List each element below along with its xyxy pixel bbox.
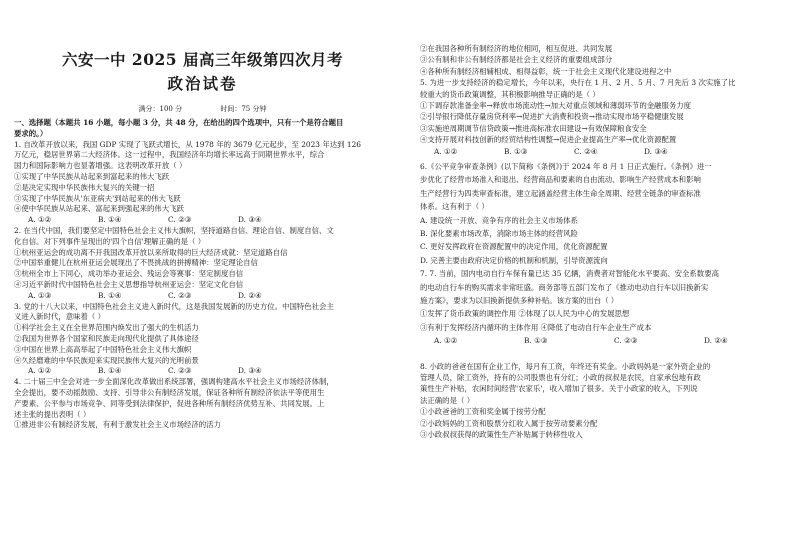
exam-meta	[14, 104, 391, 114]
option-choice: D. ②④	[238, 290, 262, 300]
question-line: 5. 为进一步支持经济的稳定增长，今年以来，央行在 1 月、2 月、5 月、7 月先后 3 次实施了比	[420, 78, 736, 88]
option-choice: B. ①④	[98, 366, 122, 376]
question-line: ②小政妈妈的工资和股票分红收入属于按劳动要素分配	[420, 418, 598, 428]
question-line: 国力和国际影响力也显著增强。这表明改革开放（ ）	[14, 161, 187, 171]
option-choice: B. ①③	[504, 146, 528, 156]
question-line: 产要素、公平参与市场竞争、同等受到法律保护，促进各种所有制经济优势互补、共同发展。上	[14, 398, 325, 408]
question-line: ①科学社会主义在全世界范围内焕发出了强大的生机活力	[14, 323, 199, 333]
option-choice: C. ②③	[168, 290, 192, 300]
option-choice: A. ①②	[28, 215, 52, 225]
question-line: 的电动自行车的购买需求非常旺盛。商务部等五部门发布了《推动电动自行车以旧换新实	[420, 282, 709, 292]
question-line: ④久经磨难的中华民族迎来实现民族伟大复兴的光明前景	[14, 355, 199, 365]
question-line: 法正确的是（ ）	[420, 395, 475, 405]
question-line: 2. 在当代中国，我们要坚定中国特色社会主义伟大旗帜，坚持道路自信、理论自信、制度自信、文	[14, 226, 334, 235]
question-line: ④习近平新时代中国特色社会主义思想指导杭州亚运会：坚定文化自信	[14, 280, 244, 289]
question-line: ③杭州全市上下同心，成功举办亚运会、残运会等赛事：坚定制度自信	[14, 269, 244, 279]
option-choice: C. ②③	[614, 336, 638, 346]
option-choice: D. ③④	[644, 146, 668, 156]
question-line: B. 深化要素市场改革，消除市场主体的经营风险	[420, 229, 578, 238]
option-choice: B. ①④	[98, 290, 122, 300]
question-line: C. 更好发挥政府在资源配置中的决定作用，优化资源配置	[420, 242, 608, 252]
question-line: 全会提出，要不动摇鼓励、支持、引导非公有制经济发展，保证各种所有制经济依法平等使用生	[14, 388, 325, 397]
option-choice: A. ①②	[434, 336, 458, 346]
question-line: ③实施逆周期调节信贷政策→推进高标准农田建设→有效保障粮食安全	[420, 123, 647, 133]
option-choice: A. ①②	[28, 366, 52, 376]
q5-options	[434, 147, 714, 157]
question-line: 步优化了经营市场准入和退出、经营商品和要素的自由流动、影响生产经营成本和影响	[420, 175, 701, 185]
option-choice: A. ①②	[434, 146, 458, 156]
q3-options	[28, 366, 308, 376]
option-choice: D. ②④	[704, 336, 728, 346]
option-choice: C. ②③	[168, 366, 192, 376]
q1-options	[28, 215, 308, 225]
question-line: 3. 党的十八大以来，中国特色社会主义进入新时代，这是我国发展新的历史方位。中国特色社会主	[14, 301, 334, 311]
option-choice: D. ③④	[238, 366, 262, 376]
question-line: A. 建设统一开放、竞争有序的社会主义市场体系	[420, 215, 578, 225]
question-line: 义进入新时代，意味着（ ）	[14, 312, 106, 322]
question-line: 一、选择题（本题共 16 小题，每小题 3 分，共 48 分，在给出的四个选项中，只有一个是符合题目	[14, 118, 344, 127]
option-choice: B. ①④	[98, 215, 122, 225]
question-line: ②我国为世界各个国家和民族走向现代化提供了具体途径	[14, 334, 199, 343]
exam-subtitle: 政治试卷	[167, 74, 238, 93]
question-line: ②在我国各种所有制经济的地位相同，相互促进、共同发展	[420, 44, 613, 53]
score-label: 满分：100 分	[138, 105, 183, 113]
question-line: 1. 自改革开放以来，我国 GDP 实现了飞跃式增长，从 1978 年的 3679 亿元起步，至 2023 年达到 126	[14, 139, 361, 149]
question-line: 8. 小政的爸爸在国有企业工作，每月有工资，年终还有奖金。小政妈妈是一家外资企业的	[420, 361, 711, 371]
question-line: ②中国举重健儿在杭州亚运会展现出了不畏挑战的拼搏精神：坚定理论自信	[14, 258, 258, 268]
option-choice: D. ③④	[238, 215, 262, 225]
question-line: 体系。这有利于（ ）	[420, 202, 489, 212]
question-line: ①推进非公有制经济发展，有利于激发社会主义市场经济的活力	[14, 420, 221, 430]
question-line: 施方案》，要求为以旧换新提供多种补贴。该方案的出台（ ）	[420, 296, 619, 305]
option-choice: B. ①③	[524, 336, 548, 346]
question-line: D. 完善主要由政府决定价格的机制和机制，引导资源流向	[420, 255, 608, 265]
question-line: ③有利于发挥经济内循环的主体作用 ④降低了电动自行车企业生产成本	[420, 322, 652, 332]
question-line: ①实现了中华民族从站起来到富起来的伟大飞跃	[14, 172, 170, 181]
question-line: 要求的。）	[14, 128, 48, 138]
question-line: ③中国在世界上高高举起了中国特色社会主义伟大旗帜	[14, 344, 192, 354]
q2-options	[28, 291, 308, 301]
q7-options	[434, 336, 794, 346]
question-line: 万亿元，稳居世界第二大经济体。这一过程中，我国经济年均增长率远高于同期世界水平，综合	[14, 150, 325, 160]
option-choice: A. ①③	[28, 290, 52, 300]
exam-title: 六安一中 2025 届高三年级第四次月考	[62, 50, 343, 69]
question-line: ④支持开展对科技创新的经贸结构性调整→促进企业提高生产率→优化资源配置	[420, 135, 677, 145]
question-line: ②引导银行降低存量房贷利率→促进扩大消费和投资→推动实现市场平稳健康发展	[420, 112, 684, 122]
question-line: 生产经营行为四类审查标准，建立起涵盖经营主体生命全周期、经营全链条的审查标准	[420, 188, 701, 198]
question-line: 6.《公平竞争审查条例》(以下简称《条例》)于 2024 年 8 月 1 日正式施行。《条例》进一	[420, 162, 712, 171]
question-line: 4. 二十届三中全会对进一步全面深化改革做出系统部署，强调构建高水平社会主义市场经济体制，	[14, 377, 334, 387]
question-line: ④各种所有制经济相辅相成、相得益彰，统一于社会主义现代化建设进程之中	[420, 66, 672, 76]
option-choice: C. ②③	[168, 215, 192, 225]
option-choice: C. ②④	[574, 146, 598, 156]
question-line: ③实现了中华民族从'东亚病夫'到站起来的伟大飞跃	[14, 193, 181, 203]
question-line: ①杭州亚运会的成功离不开我国改革开放以来所取得的巨大经济成就：坚定道路自信	[14, 247, 288, 257]
time-label: 时间：75 分钟	[220, 105, 267, 113]
question-line: 较重大的货币政策调整，其积极影响推导正确的是（ ）	[420, 89, 600, 99]
question-line: ①发挥了货币政策的调控作用 ②体现了以人民为中心的发展思想	[420, 309, 630, 319]
question-line: ③公有制和非公有制经济都是社会主义经济的重要组成部分	[420, 55, 613, 65]
question-line: ①下调存款准备金率→释放市场流动性→加大对重点领域和薄弱环节的金融服务力度	[420, 101, 692, 110]
question-line: 管理人员，除工资外，持有的公司股票也有分红；小政的叔叔是农民，自家承包地有政	[420, 373, 701, 382]
question-line: 述主张的提出表明（ ）	[14, 409, 91, 419]
question-line: ①小政爸爸的工资和奖金属于按劳分配	[420, 407, 546, 417]
question-line: 7. 7. 当前，国内电动自行车保有量已达 35 亿辆，消费者对智能化水平要高、安全系数要高	[420, 269, 719, 279]
question-line: 策性生产补贴，农闲时间经营'农家乐'，收入增加了很多。关于小政家的收入，下列说	[420, 384, 698, 394]
question-line: 化自信。对下列事件呈现出的'四个自信'理解正确的是（ ）	[14, 236, 206, 246]
question-line: ③小政叔叔获得的政策性生产补贴属于转移性收入	[420, 430, 583, 439]
question-line: ④使中华民族从站起来、富起来到强起来的伟大飞跃	[14, 204, 184, 214]
question-line: ②是决定实现中华民族伟大复兴的关键一招	[14, 182, 155, 192]
